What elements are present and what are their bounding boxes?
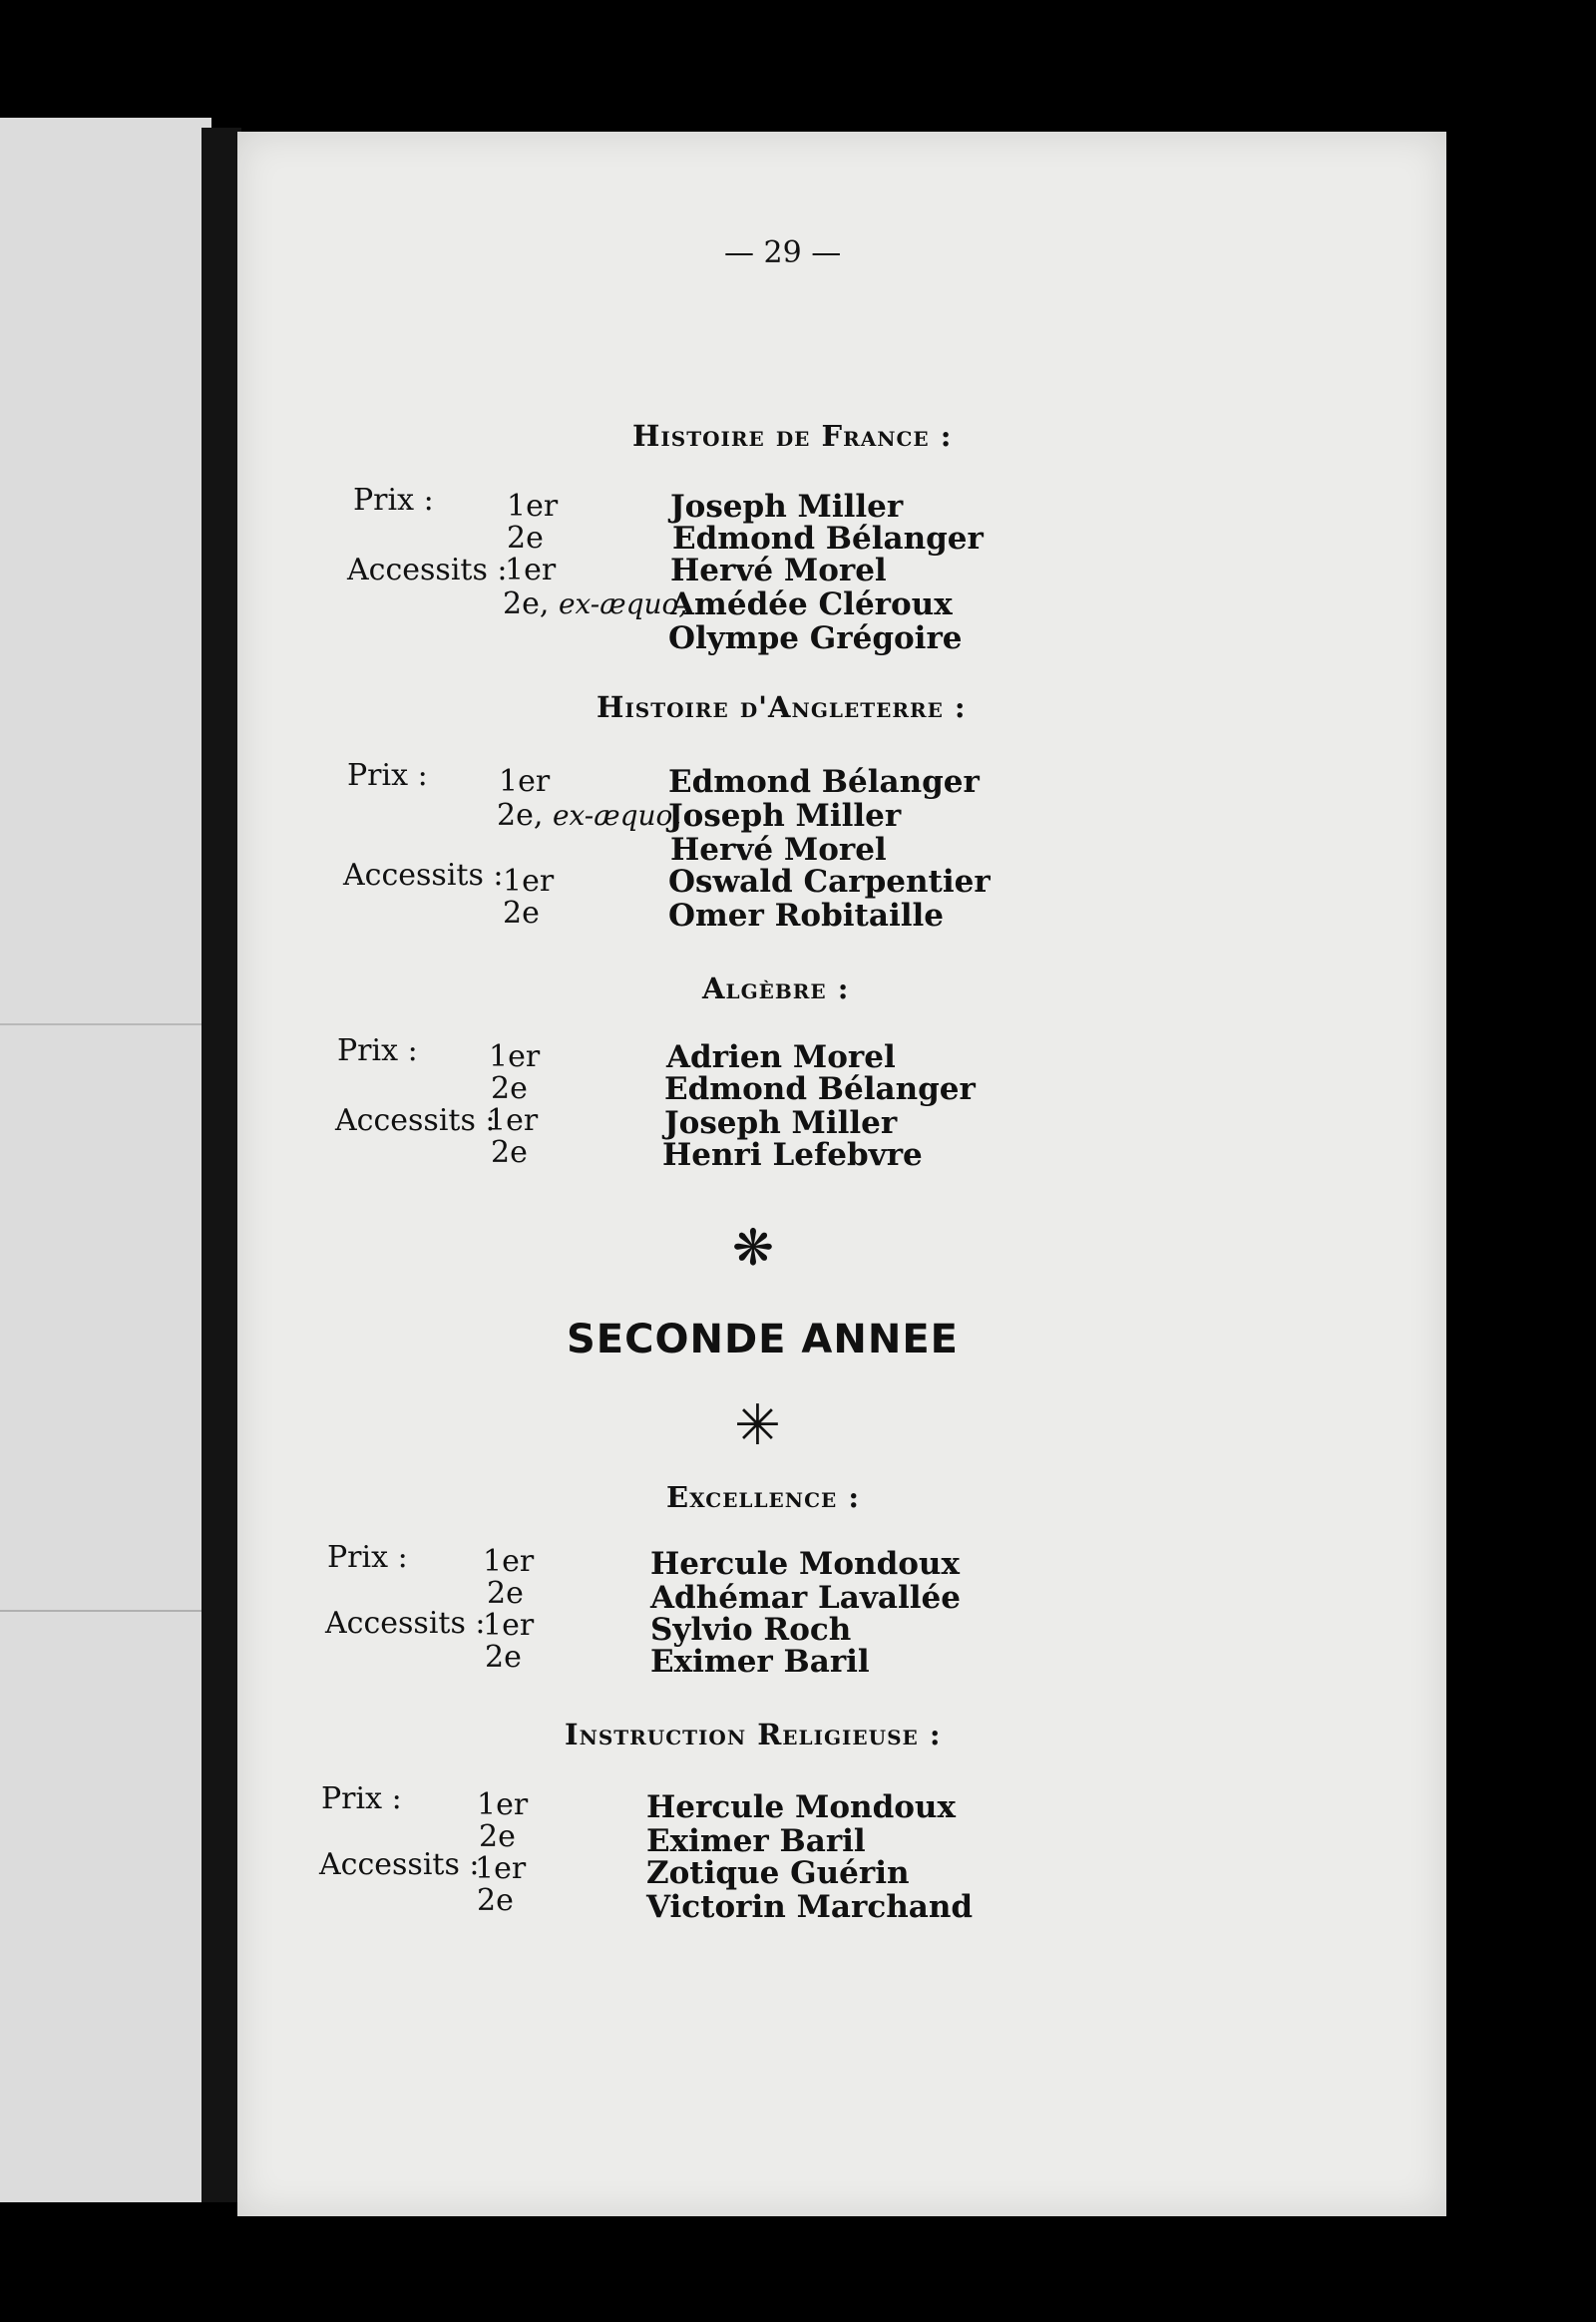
row-rank: 1er <box>483 1608 535 1643</box>
row-rank <box>497 798 681 833</box>
row-name: Hervé Morel <box>670 553 887 588</box>
page-number: — 29 — <box>724 235 842 270</box>
row-rank: 1er <box>483 1544 535 1579</box>
ornament-icon: ❋ <box>732 1219 774 1277</box>
section-title: Excellence : <box>666 1480 861 1514</box>
row-label: Prix : <box>347 758 428 793</box>
book-spine-shadow <box>201 128 241 2202</box>
row-label: Accessits : <box>319 1847 480 1882</box>
row-label: Accessits : <box>347 553 508 587</box>
row-name: Joseph Miller <box>668 798 902 834</box>
document-page <box>237 132 1446 2216</box>
row-label: Accessits : <box>335 1103 496 1138</box>
row-label: Prix : <box>353 483 434 518</box>
row-rank: 1er <box>489 1039 541 1074</box>
section-title: Algèbre : <box>702 971 850 1005</box>
row-rank: 2e <box>507 521 544 556</box>
row-rank: 1er <box>507 489 559 524</box>
row-name: Joseph Miller <box>670 489 904 525</box>
row-label: Prix : <box>337 1033 418 1068</box>
rank-value: 2e, <box>497 798 544 833</box>
row-name: Eximer Baril <box>650 1644 870 1680</box>
row-name: Olympe Grégoire <box>668 620 963 656</box>
section-title: Histoire d'Angleterre : <box>597 690 967 724</box>
row-rank: 2e <box>479 1819 516 1854</box>
row-name: Hercule Mondoux <box>646 1789 956 1825</box>
row-name: Edmond Bélanger <box>664 1071 976 1107</box>
row-name: Zotique Guérin <box>646 1855 910 1891</box>
row-rank: 2e <box>487 1576 524 1611</box>
row-label: Accessits : <box>325 1606 486 1641</box>
rank-value: 2e, <box>503 586 550 621</box>
row-name: Hercule Mondoux <box>650 1546 960 1582</box>
row-name: Victorin Marchand <box>646 1889 974 1925</box>
row-name: Henri Lefebvre <box>662 1137 923 1173</box>
year-heading: SECONDE ANNEE <box>567 1317 959 1362</box>
ex-aequo-note: ex-æquo, <box>552 799 682 832</box>
section-title: Histoire de France : <box>632 419 953 453</box>
row-name: Eximer Baril <box>646 1823 866 1859</box>
row-name: Adrien Morel <box>666 1039 896 1075</box>
row-rank: 2e <box>491 1071 528 1106</box>
facing-page-edge <box>0 118 211 2202</box>
faint-rule <box>0 1610 211 1612</box>
row-name: Hervé Morel <box>670 832 887 868</box>
row-name: Sylvio Roch <box>650 1612 852 1648</box>
row-rank: 1er <box>505 553 557 587</box>
row-rank: 1er <box>487 1103 539 1138</box>
faint-rule <box>0 1023 211 1025</box>
row-name: Edmond Bélanger <box>672 521 984 557</box>
row-name: Omer Robitaille <box>668 898 945 934</box>
row-rank: 1er <box>503 864 555 899</box>
row-name: Edmond Bélanger <box>668 764 980 800</box>
row-label: Prix : <box>327 1540 408 1575</box>
row-name: Oswald Carpentier <box>668 864 991 900</box>
row-name: Amédée Cléroux <box>670 586 953 622</box>
ex-aequo-note: ex-æquo, <box>558 587 688 620</box>
row-label: Accessits : <box>343 858 504 893</box>
row-rank: 2e <box>477 1883 514 1918</box>
row-name: Adhémar Lavallée <box>650 1580 961 1616</box>
row-rank: 1er <box>477 1787 529 1822</box>
row-rank: 2e <box>491 1135 528 1170</box>
row-label: Prix : <box>321 1781 402 1816</box>
row-name: Joseph Miller <box>664 1105 898 1141</box>
row-rank: 1er <box>499 764 551 799</box>
row-rank: 2e <box>503 896 540 931</box>
asterisk-icon: ✳ <box>734 1393 781 1458</box>
row-rank: 1er <box>475 1851 527 1886</box>
row-rank: 2e <box>485 1640 522 1675</box>
section-title: Instruction Religieuse : <box>565 1718 942 1751</box>
row-rank <box>503 586 687 621</box>
